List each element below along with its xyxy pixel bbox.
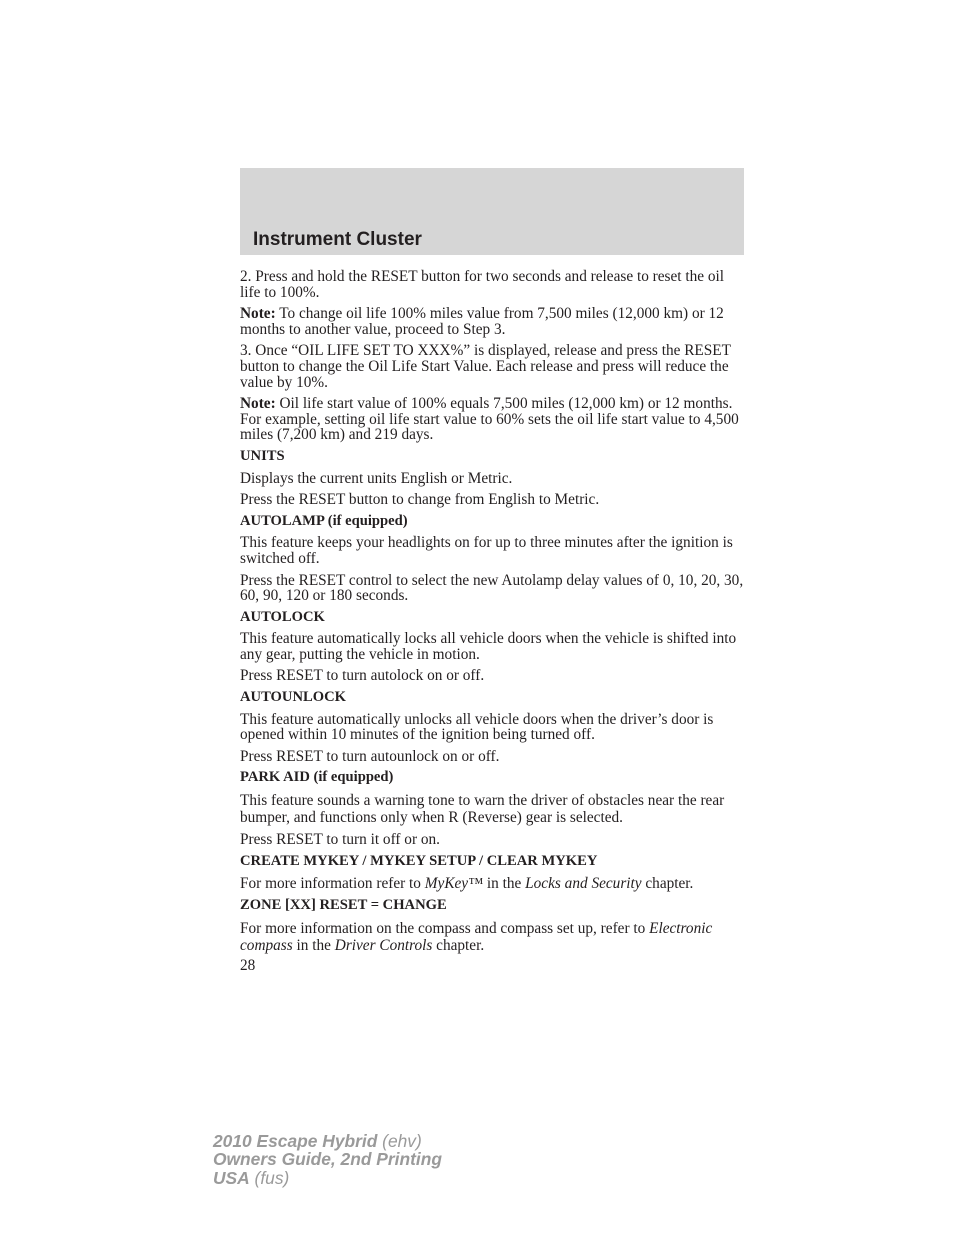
autounlock-description: This feature automatically unlocks all vehicle doors when the driver’s door is opened within 10 minutes of the ignition being turned off. (240, 710, 714, 744)
note-text: To change oil life 100% miles value from 7,500 miles (12,000 km) or 12 months to another value, proceed to Step 3. (240, 305, 724, 338)
step-2-paragraph: 2. Press and hold the RESET button for two seconds and release to reset the oil life to 100%. (240, 268, 725, 301)
footer-model: 2010 Escape Hybrid (213, 1131, 378, 1151)
mykey-reference-text: in the (483, 875, 526, 893)
note-paragraph (240, 396, 746, 443)
page-number: 28 (240, 956, 256, 974)
autolock-instruction: Press RESET to turn autolock on or off. (240, 667, 485, 685)
autounlock-instruction: Press RESET to turn autounlock on or off. (240, 747, 500, 765)
section-header-band (240, 168, 744, 255)
units-heading: UNITS (240, 447, 285, 464)
park-aid-heading: PARK AID (if equipped) (240, 769, 394, 786)
step-3-paragraph: 3. Once “OIL LIFE SET TO XXX%” is displayed, release and press the RESET button to change the Oil Life Start Value. Each release and press will reduce the value by 10%. (240, 342, 731, 391)
autolamp-description: This feature keeps your headlights on for up to three minutes after the ignition is switched off. (240, 534, 733, 567)
units-instruction: Press the RESET button to change from English to Metric. (240, 491, 600, 509)
footer-line-3 (213, 1169, 442, 1187)
autolock-heading: AUTOLOCK (240, 608, 325, 625)
mykey-heading: CREATE MYKEY / MYKEY SETUP / CLEAR MYKEY (240, 852, 598, 869)
note-paragraph (240, 306, 746, 337)
section-title: Instrument Cluster (253, 229, 422, 250)
locks-security-reference-link: Locks and Security (525, 875, 642, 893)
autolamp-instruction: Press the RESET control to select the new Autolamp delay values of 0, 10, 20, 30, 60, 90, 120 or 180 seconds. (240, 571, 744, 605)
footer-market: USA (213, 1167, 250, 1188)
compass-reference-text: in the (292, 936, 335, 954)
note-text: Oil life start value of 100% equals 7,500 miles (12,000 km) or 12 months. For example, setting oil life start value to 60% sets the oil life start value to 4,500 miles (7,200 km) and 219 days. (240, 395, 739, 444)
mykey-reference-text: For more information refer to (240, 875, 425, 893)
park-aid-instruction: Press RESET to turn it off or on. (240, 831, 440, 849)
mykey-reference (240, 875, 746, 892)
document-footer (213, 1132, 442, 1187)
park-aid-description: This feature sounds a warning tone to warn the driver of obstacles near the rear bumper, and functions only when R (Reverse) gear is selected. (240, 792, 725, 827)
compass-reference (240, 920, 746, 954)
footer-line-1 (213, 1132, 442, 1150)
units-description: Displays the current units English or Metric. (240, 469, 513, 487)
autolamp-heading: AUTOLAMP (if equipped) (240, 512, 408, 529)
footer-market-code: (fus) (249, 1167, 290, 1188)
zone-heading: ZONE [XX] RESET = CHANGE (240, 897, 447, 914)
footer-line-2: Owners Guide, 2nd Printing (213, 1149, 442, 1170)
mykey-reference-text: chapter. (641, 875, 694, 893)
electronic-compass-reference-link: Electronic compass (240, 919, 713, 954)
mykey-reference-link: MyKey™ (424, 875, 484, 893)
autounlock-heading: AUTOUNLOCK (240, 689, 346, 706)
compass-reference-text: chapter. (432, 936, 485, 954)
footer-model-code: (ehv) (377, 1131, 422, 1151)
driver-controls-reference-link: Driver Controls (334, 936, 433, 954)
note-label: Note: (240, 395, 276, 413)
page-body (240, 269, 746, 973)
autolock-description: This feature automatically locks all vehicle doors when the vehicle is shifted into any gear, putting the vehicle in motion. (240, 630, 737, 663)
compass-reference-text: For more information on the compass and compass set up, refer to (240, 919, 650, 937)
note-label: Note: (240, 305, 276, 323)
